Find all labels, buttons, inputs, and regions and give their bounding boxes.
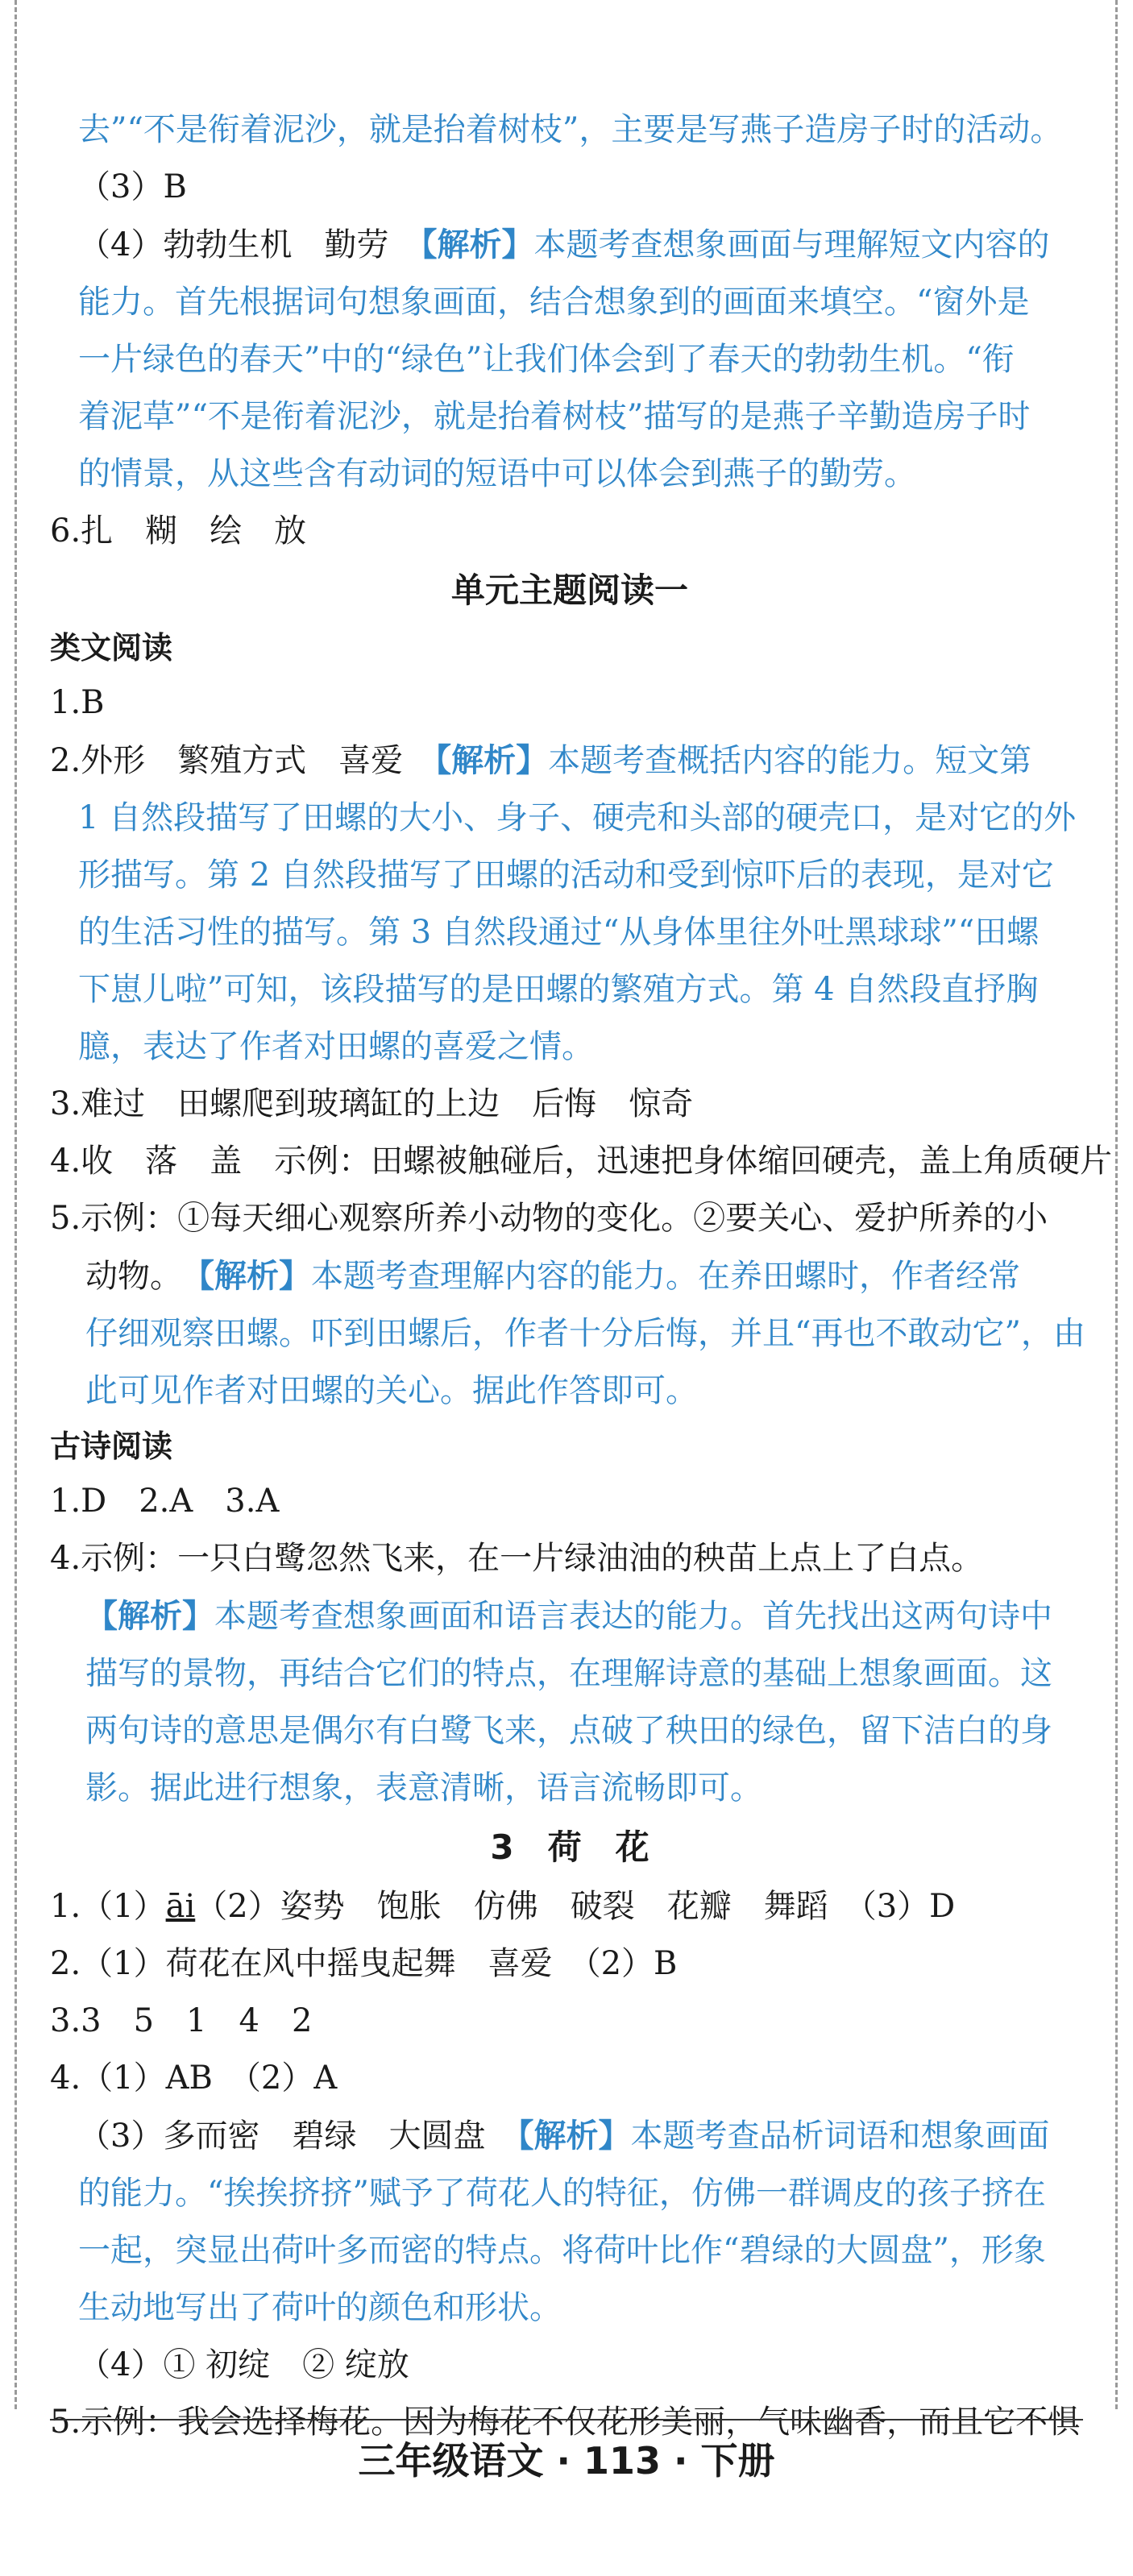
answer-text: 动物。: [85, 1258, 198, 1295]
answer-text: 影。据此进行想象，表意清晰，语言流畅即可。: [85, 1769, 762, 1807]
page-content: [50, 102, 1113, 2451]
lesson-title: 3 荷 花: [490, 1827, 650, 1867]
answer-text: 的生活习性的描写。第 3 自然段通过“从身体里往外吐黑球球”“田螺: [78, 914, 1040, 951]
answer-line: [50, 732, 1089, 790]
answer-text: 1 自然段描写了田螺的大小、身子、硬壳和头部的硬壳口，是对它的外: [78, 799, 1077, 836]
answer-text: 1.（1）: [50, 1888, 166, 1925]
answer-text: 一起，突显出荷叶多而密的特点。将荷叶比作“碧绿的大圆盘”，形象: [78, 2232, 1046, 2269]
answer-line: [50, 1587, 1089, 1645]
answer-line: [50, 388, 1089, 446]
answer-line: [50, 1247, 1089, 1305]
answer-text: 去”“不是衔着泥沙，就是抬着树枝”，主要是写燕子造房子时的活动。: [78, 111, 1063, 148]
page-footer: 三年级语文 · 113 · 下册: [358, 2439, 775, 2483]
q6-answer: 6.扎 糊 绘 放: [50, 512, 307, 550]
answer-text: 的能力。“挨挨挤挤”赋予了荷花人的特征，仿佛一群调皮的孩子挤在: [78, 2175, 1046, 2212]
answer-line: [50, 1076, 1089, 1133]
answer-text: 本题考查品析词语和想象画面: [630, 2118, 1050, 2155]
answer-text: 4.收 落 盖 示例：田螺被触碰后，迅速把身体缩回硬壳，盖上角质硬片: [50, 1143, 1113, 1180]
answer-text: 描写的景物，再结合它们的特点，在理解诗意的基础上想象画面。这: [85, 1655, 1052, 1692]
left-dashed-border: [15, 0, 17, 2409]
answer-line: [50, 2050, 1089, 2107]
answers-gushi: [50, 1473, 1089, 1817]
answer-text: 3.难过 田螺爬到玻璃缸的上边 后悔 惊奇: [50, 1085, 694, 1122]
answers-leiwen: [50, 674, 1113, 1420]
answer-text: 2.外形 繁殖方式 喜爱: [50, 742, 436, 779]
section-leiwen: 类文阅读: [50, 630, 173, 666]
answer-text: 两句诗的意思是偶尔有白鹭飞来，点破了秧田的绿色，留下洁白的身: [85, 1712, 1052, 1749]
answer-text: 仔细观察田螺。吓到田螺后，作者十分后悔，并且“再也不敢动它”，由: [85, 1315, 1085, 1352]
answer-text: 1.B: [50, 684, 105, 721]
answer-line: [50, 674, 1089, 732]
answer-text: 4.（1）AB （2）A: [50, 2060, 338, 2097]
answer-line: [50, 1473, 1089, 1530]
answer-line: [50, 331, 1089, 388]
answer-line: [50, 216, 1089, 274]
answer-line: [50, 1703, 1089, 1760]
answer-line: [50, 2337, 1089, 2394]
answer-line: [50, 1760, 1089, 1817]
answer-text: 本题考查概括内容的能力。短文第: [548, 742, 1032, 779]
unit-title: 单元主题阅读一: [450, 570, 688, 610]
answer-text: （3）B: [78, 168, 187, 205]
answer-text: （2）姿势 饱胀 仿佛 破裂 花瓣 舞蹈 （3）D: [195, 1888, 956, 1925]
answer-text: 此可见作者对田螺的关心。据此作答即可。: [85, 1372, 698, 1409]
answer-line: [50, 102, 1089, 159]
answer-line: [50, 1305, 1089, 1363]
answer-line: [50, 847, 1089, 904]
answer-line: [50, 1645, 1089, 1703]
answer-text: 臆，表达了作者对田螺的喜爱之情。: [78, 1028, 594, 1065]
answer-text: （3）多而密 碧绿 大圆盘: [78, 2118, 518, 2155]
answer-line: [50, 790, 1089, 847]
answer-line: [50, 961, 1089, 1018]
section-gushi: 古诗阅读: [50, 1429, 173, 1464]
answer-text: 2.（1）荷花在风中摇曳起舞 喜爱 （2）B: [50, 1945, 678, 1982]
answer-line: [50, 1363, 1089, 1420]
answer-line: [50, 159, 1089, 216]
analysis-tag: 【解析】: [85, 1597, 214, 1635]
answer-text: 本题考查想象画面与理解短文内容的: [533, 226, 1050, 263]
answer-line: [50, 2107, 1089, 2165]
answer-line: [50, 2279, 1089, 2337]
answer-line: [50, 2222, 1089, 2279]
analysis-tag: 【解析】: [517, 2117, 631, 2155]
right-dashed-border: [1115, 0, 1118, 2409]
answer-text: 1.D 2.A 3.A: [50, 1483, 280, 1520]
footer-rule: [50, 2419, 1083, 2420]
answers-lesson3: [50, 1878, 1089, 2451]
answer-text: 形描写。第 2 自然段描写了田螺的活动和受到惊吓后的表现，是对它: [78, 857, 1054, 894]
answers-lesson2-continued: [50, 102, 1089, 503]
answer-line: [50, 1190, 1089, 1247]
answer-text: （4）① 初绽 ② 绽放: [78, 2346, 409, 2383]
answer-text: 着泥草”“不是衔着泥沙，就是抬着树枝”描写的是燕子辛勤造房子时: [78, 398, 1031, 435]
answer-text: 一片绿色的春天”中的“绿色”让我们体会到了春天的勃勃生机。“衔: [78, 341, 1015, 378]
answer-line: [50, 904, 1089, 961]
answer-line: [50, 2165, 1089, 2222]
answer-line: [50, 1878, 1089, 1935]
analysis-tag: 【解析】: [198, 1257, 311, 1295]
answer-line: [50, 1530, 1089, 1587]
answer-text: 本题考查想象画面和语言表达的能力。首先找出这两句诗中: [214, 1598, 1052, 1635]
answer-line: [50, 1018, 1089, 1076]
answer-line: [50, 1935, 1089, 1993]
answer-text: 下崽儿啦”可知，该段描写的是田螺的繁殖方式。第 4 自然段直抒胸: [78, 971, 1039, 1008]
answer-text: 5.示例：我会选择梅花。因为梅花不仅花形美丽，气味幽香，而且它不惧: [50, 2404, 1081, 2441]
answer-text: āi: [165, 1888, 196, 1925]
answer-line: [50, 1133, 1113, 1190]
answer-text: （4）勃勃生机 勤劳: [78, 226, 421, 263]
answer-text: 生动地写出了荷叶的颜色和形状。: [78, 2289, 562, 2326]
answer-text: 5.示例：①每天细心观察所养小动物的变化。②要关心、爱护所养的小: [50, 1200, 1048, 1237]
answer-text: 的情景，从这些含有动词的短语中可以体会到燕子的勤劳。: [78, 455, 916, 492]
answer-line: [50, 274, 1089, 331]
answer-text: 4.示例：一只白鹭忽然飞来，在一片绿油油的秧苗上点上了白点。: [50, 1540, 984, 1577]
answer-text: 3.3 5 1 4 2: [50, 2002, 313, 2039]
answer-text: 本题考查理解内容的能力。在养田螺时，作者经常: [311, 1258, 1020, 1295]
analysis-tag: 【解析】: [435, 741, 549, 779]
answer-line: [50, 1993, 1089, 2050]
answer-line: [50, 446, 1089, 503]
answer-text: 能力。首先根据词句想象画面，结合想象到的画面来填空。“窗外是: [78, 284, 1030, 321]
analysis-tag: 【解析】: [421, 226, 534, 263]
